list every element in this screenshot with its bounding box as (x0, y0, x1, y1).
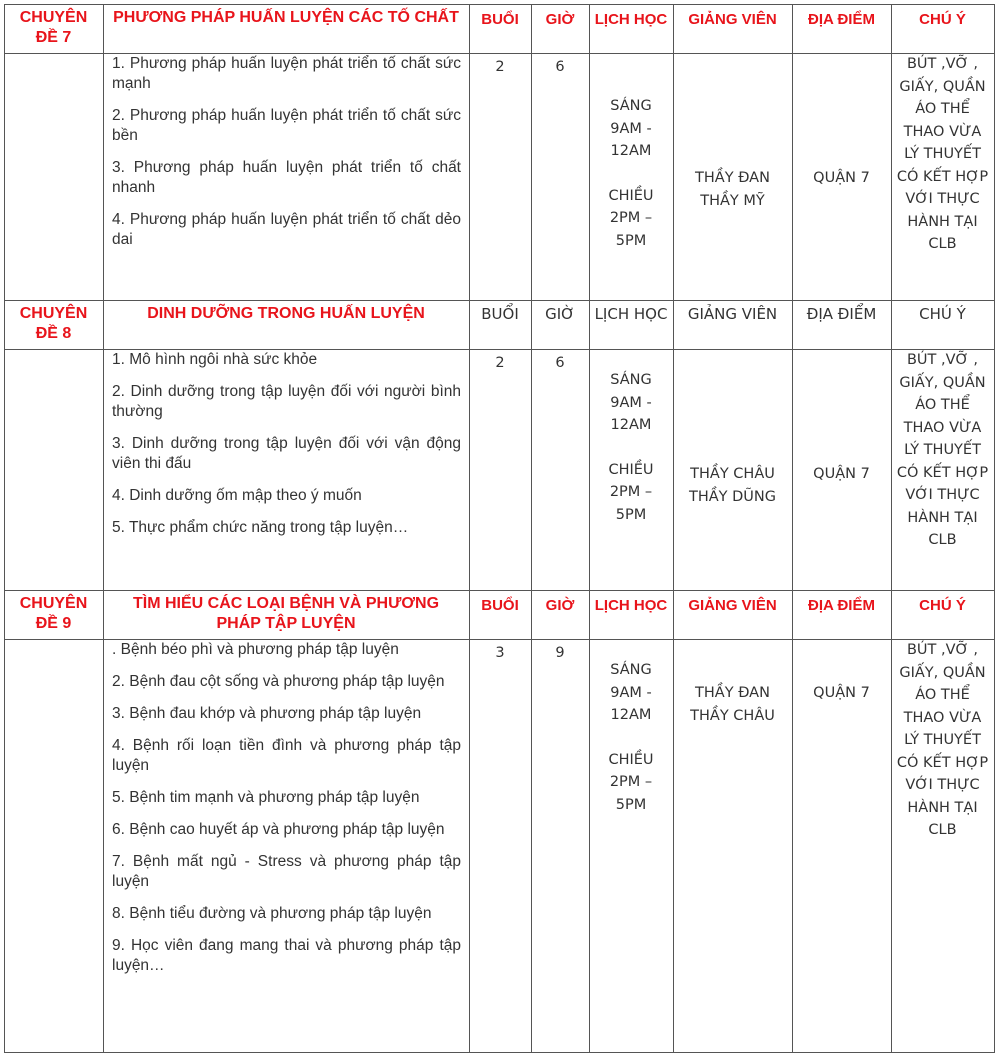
header-gio (531, 302, 589, 351)
header-giang-vien (673, 302, 792, 351)
grid-horizontal-line (4, 349, 995, 350)
dia-diem-value (792, 682, 891, 712)
grid-horizontal-line (4, 590, 995, 591)
lich-hoc-item: CHIỀU 2PM – 5PM (608, 751, 654, 813)
header-chu-y-text: CHÚ Ý (919, 11, 966, 28)
gio-value (531, 54, 589, 94)
header-buoi-text: BUỔI (481, 597, 519, 614)
header-lich-hoc (589, 6, 673, 55)
header-dia-diem (792, 592, 891, 641)
lich-hoc-value (589, 659, 673, 859)
topic-list (103, 640, 469, 1053)
buoi-text: 2 (495, 59, 505, 75)
header-gio-text: GIỜ (545, 11, 575, 28)
topic-item: . Bệnh béo phì và phương pháp tập luyện (112, 641, 399, 658)
giang-vien-value (673, 463, 792, 523)
grid-horizontal-line (4, 53, 995, 54)
header-buoi (469, 592, 531, 641)
gio-value (531, 640, 589, 680)
header-lich-hoc (589, 302, 673, 351)
dia-diem-text: QUẬN 7 (813, 466, 870, 482)
topic-item: 9. Học viên đang mang thai và phương pháp tập luyện… (112, 937, 461, 974)
lich-hoc-item: SÁNG 9AM - 12AM (610, 372, 652, 433)
topic-item: 5. Bệnh tim mạnh và phương pháp tập luyện (112, 789, 420, 806)
dia-diem-text: QUẬN 7 (813, 685, 870, 701)
giang-vien-name: THẦY ĐAN (695, 170, 770, 186)
header-chu-y-text: CHÚ Ý (919, 305, 966, 323)
giang-vien-name: THẦY MỸ (700, 192, 765, 209)
dia-diem-text: QUẬN 7 (813, 170, 870, 186)
header-dia-diem-text: ĐỊA ĐIỂM (806, 305, 877, 323)
topic-item: 2. Dinh dưỡng trong tập luyện đối với người bình thường (112, 383, 461, 420)
header-buoi (469, 302, 531, 351)
section-title-text: DINH DƯỠNG TRONG HUẤN LUYỆN (147, 305, 425, 322)
header-gio (531, 592, 589, 641)
gio-text: 6 (555, 59, 565, 75)
topic-item: 2. Phương pháp huấn luyện phát triển tố chất sức bền (112, 107, 461, 144)
lich-hoc-item: CHIỀU 2PM – 5PM (608, 187, 654, 249)
topic-list (103, 350, 469, 591)
grid-vertical-line (792, 4, 793, 1053)
topic-list (103, 54, 469, 301)
section-title (103, 592, 469, 641)
header-chu-y-text: CHÚ Ý (919, 597, 966, 614)
header-lich-hoc-text: LỊCH HỌC (594, 597, 668, 614)
topic-item: 8. Bệnh tiểu đường và phương pháp tập luyện (112, 905, 432, 922)
header-buoi (469, 6, 531, 55)
header-gio-text: GIỜ (545, 597, 575, 614)
chuyen-de-text: CHUYÊN ĐỀ 7 (19, 9, 88, 46)
topic-item: 3. Phương pháp huấn luyện phát triển tố chất nhanh (112, 159, 461, 196)
chu-y-value (891, 639, 994, 1052)
chu-y-text: BÚT ,VỠ , GIẤY, QUẦN ÁO THỂ THAO VỪA LÝ THUYẾT CÓ KẾT HỢP VỚI THỰC HÀNH TẠI CLB (896, 642, 989, 838)
header-lich-hoc-text: LỊCH HỌC (594, 305, 668, 323)
topic-item: 1. Phương pháp huấn luyện phát triển tố chất sức mạnh (112, 55, 461, 92)
header-giang-vien (673, 6, 792, 55)
section-title-text: TÌM HIỂU CÁC LOẠI BỆNH VÀ PHƯƠNG PHÁP TẬP LUYỆN (132, 595, 440, 632)
chuyen-de-label (4, 592, 103, 641)
grid-vertical-line (4, 4, 5, 1053)
gio-value (531, 350, 589, 390)
gio-text: 6 (555, 355, 565, 371)
lich-hoc-item: SÁNG 9AM - 12AM (610, 662, 652, 723)
grid-horizontal-line (4, 639, 995, 640)
chu-y-value (891, 53, 994, 300)
header-giang-vien-text: GIẢNG VIÊN (687, 305, 778, 323)
chu-y-text: BÚT ,VỠ , GIẤY, QUẦN ÁO THỂ THAO VỪA LÝ THUYẾT CÓ KẾT HỢP VỚI THỰC HÀNH TẠI CLB (896, 352, 989, 548)
topic-item: 4. Phương pháp huấn luyện phát triển tố chất dẻo dai (112, 211, 461, 248)
buoi-text: 2 (495, 355, 505, 371)
giang-vien-name: THẦY CHÂU (690, 707, 775, 724)
topic-item: 3. Bệnh đau khớp và phương pháp tập luyện (112, 705, 422, 722)
header-chu-y (891, 302, 994, 351)
section-title-text: PHƯƠNG PHÁP HUẤN LUYỆN CÁC TỐ CHẤT (113, 9, 459, 26)
chuyen-de-text: CHUYÊN ĐỀ 8 (19, 305, 88, 342)
topic-item: 4. Dinh dưỡng ốm mập theo ý muốn (112, 487, 362, 504)
giang-vien-name: THẦY DŨNG (688, 488, 776, 505)
lich-hoc-value (589, 95, 673, 295)
header-buoi-text: BUỔI (481, 305, 519, 323)
grid-horizontal-line (4, 1052, 995, 1053)
section-title (103, 6, 469, 55)
buoi-value (469, 640, 531, 680)
dia-diem-value (792, 167, 891, 197)
topic-item: 4. Bệnh rối loạn tiền đình và phương pháp tập luyện (112, 737, 461, 774)
grid-horizontal-line (4, 4, 995, 5)
giang-vien-value (673, 682, 792, 742)
header-dia-diem-text: ĐỊA ĐIỂM (808, 597, 875, 614)
topic-item: 5. Thực phẩm chức năng trong tập luyện… (112, 519, 409, 536)
buoi-text: 3 (495, 645, 505, 661)
topic-item: 2. Bệnh đau cột sống và phương pháp tập luyện (112, 673, 445, 690)
header-lich-hoc-text: LỊCH HỌC (594, 11, 668, 28)
grid-horizontal-line (4, 300, 995, 301)
buoi-value (469, 350, 531, 390)
grid-vertical-line (589, 4, 590, 1053)
chu-y-value (891, 349, 994, 590)
topic-item: 6. Bệnh cao huyết áp và phương pháp tập luyện (112, 821, 445, 838)
section-title (103, 302, 469, 351)
chuyen-de-label (4, 302, 103, 351)
header-giang-vien-text: GIẢNG VIÊN (688, 597, 777, 614)
grid-vertical-line (469, 4, 470, 1053)
header-giang-vien-text: GIẢNG VIÊN (688, 11, 777, 28)
header-dia-diem-text: ĐỊA ĐIỂM (808, 11, 875, 28)
chu-y-text: BÚT ,VỠ , GIẤY, QUẦN ÁO THỂ THAO VỪA LÝ THUYẾT CÓ KẾT HỢP VỚI THỰC HÀNH TẠI CLB (896, 56, 989, 252)
grid-vertical-line (673, 4, 674, 1053)
header-gio-text: GIỜ (545, 305, 575, 323)
topic-item: 3. Dinh dưỡng trong tập luyện đối với vận động viên thi đấu (112, 435, 461, 472)
topic-item: 1. Mô hình ngôi nhà sức khỏe (112, 351, 318, 368)
header-buoi-text: BUỔI (481, 11, 519, 28)
header-gio (531, 6, 589, 55)
chuyen-de-text: CHUYÊN ĐỀ 9 (19, 595, 88, 632)
header-giang-vien (673, 592, 792, 641)
dia-diem-value (792, 463, 891, 493)
buoi-value (469, 54, 531, 94)
gio-text: 9 (555, 645, 565, 661)
grid-vertical-line (994, 4, 995, 1053)
header-lich-hoc (589, 592, 673, 641)
lich-hoc-item: SÁNG 9AM - 12AM (610, 98, 652, 159)
header-chu-y (891, 6, 994, 55)
topic-item: 7. Bệnh mất ngủ - Stress và phương pháp tập luyện (112, 853, 461, 890)
giang-vien-name: THẦY CHÂU (690, 466, 775, 482)
grid-vertical-line (531, 4, 532, 1053)
header-dia-diem (792, 302, 891, 351)
grid-vertical-line (103, 4, 104, 1053)
lich-hoc-value (589, 369, 673, 569)
header-chu-y (891, 592, 994, 641)
chuyen-de-label (4, 6, 103, 55)
header-dia-diem (792, 6, 891, 55)
lich-hoc-item: CHIỀU 2PM – 5PM (608, 461, 654, 523)
giang-vien-value (673, 167, 792, 227)
giang-vien-name: THẦY ĐAN (695, 685, 770, 701)
grid-vertical-line (891, 4, 892, 1053)
